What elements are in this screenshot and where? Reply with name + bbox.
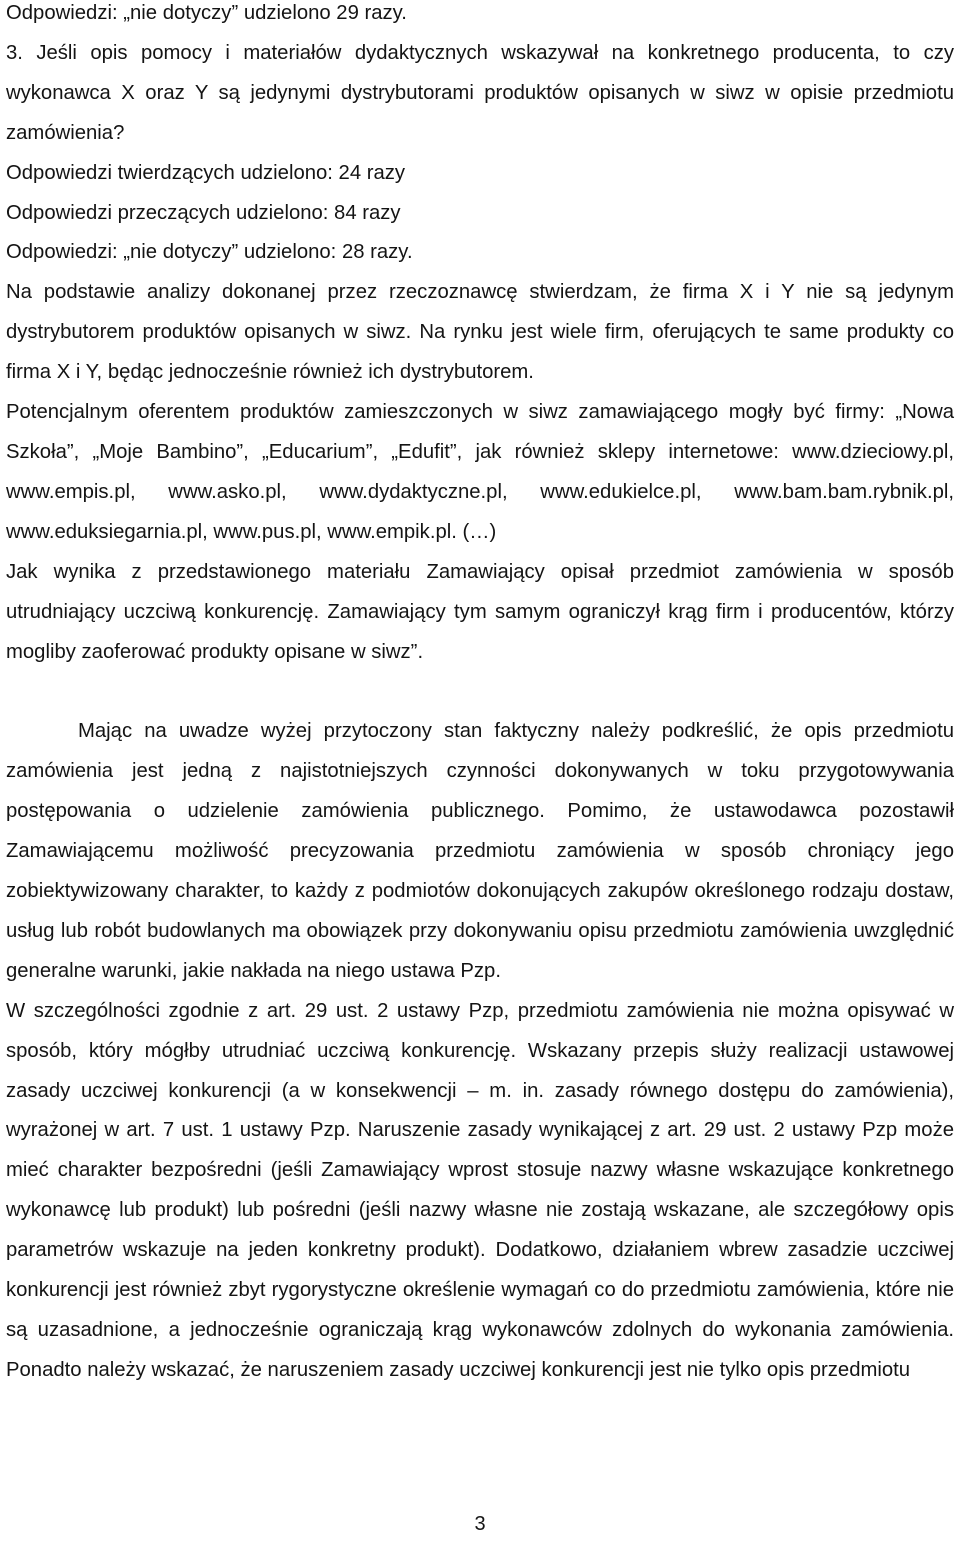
question-3: 3. Jeśli opis pomocy i materiałów dydaktycznych wskazywał na konkretnego producenta, to czy wykonawca X oraz Y są jedynymi dystrybutorami produktów opisanych w siwz w opisie przedmiotu zamówienia?	[6, 41, 954, 144]
body-paragraph-2: W szczególności zgodnie z art. 29 ust. 2 ustawy Pzp, przedmiotu zamówienia nie można opisywać w sposób, który mógłby utrudniać uczciwą konkurencję. Wskazany przepis służy realizacji ustawowej zasady uczciwej konkurencji (a w konsekwencji – m. in. zasady równego dostępu do zamówienia), wyrażonej w art. 7 ust. 1 ustawy Pzp. Naruszenie zasady wynikającej z art. 29 ust. 2 ustawy Pzp może mieć charakter bezpośredni (jeśli Zamawiający wprost stosuje nazwy własne wskazujące konkretnego wykonawcę lub produkt) lub pośredni (jeśli nazwy własne nie zostają wskazane, ale szczegółowy opis parametrów wskazuje na jeden konkretny produkt). Dodatkowo, działaniem wbrew zasadzie uczciwej konkurencji jest również zbyt rygorystyczne określenie wymagań co do przedmiotu zamówienia, które nie są uzasadnione, a jednocześnie ograniczają krąg wykonawców zdolnych do wykonania zamówienia. Ponadto należy wskazać, że naruszeniem zasady uczciwej konkurencji jest nie tylko opis przedmiotu	[6, 999, 954, 1381]
potential-bidders-paragraph: Potencjalnym oferentem produktów zamieszczonych w siwz zamawiającego mogły być firmy: „Nowa Szkoła”, „Moje Bambino”, „Educarium”, „Edufit”, jak również sklepy internetowe: www.dzieciowy.pl, www.empis.pl, www.asko.pl, www.dydaktyczne.pl, www.edukielce.pl, www.bam.bam.rybnik.pl, www.eduksiegarnia.pl, www.pus.pl, www.empik.pl. (…)	[6, 401, 954, 543]
answer-not-applicable-28: Odpowiedzi: „nie dotyczy” udzielono: 28 razy.	[6, 241, 413, 264]
page-number: 3	[474, 1513, 486, 1535]
document-page	[6, 0, 954, 1391]
answer-negative-count: Odpowiedzi przeczących udzielono: 84 razy	[6, 201, 401, 224]
paragraph-gap	[6, 672, 954, 712]
expert-analysis-paragraph: Na podstawie analizy dokonanej przez rzeczoznawcę stwierdzam, że firma X i Y nie są jedynym dystrybutorem produktów opisanych w siwz. Na rynku jest wiele firm, oferujących te same produkty co firma X i Y, będąc jednocześnie również ich dystrybutorem.	[6, 281, 954, 384]
conclusion-paragraph: Jak wynika z przedstawionego materiału Zamawiający opisał przedmiot zamówienia w sposób utrudniający uczciwą konkurencję. Zamawiający tym samym ograniczył krąg firm i producentów, którzy mogliby zaoferować produkty opisane w siwz”.	[6, 560, 954, 663]
body-paragraph-1: Mając na uwadze wyżej przytoczony stan faktyczny należy podkreślić, że opis przedmiotu zamówienia jest jedną z najistotniejszych czynności dokonywanych w toku przygotowywania postępowania o udzielenie zamówienia publicznego. Pomimo, że ustawodawca pozostawił Zamawiającemu możliwość precyzowania przedmiotu zamówienia w sposób chroniący jego zobiektywizowany charakter, to każdy z podmiotów dokonujących zakupów określonego rodzaju dostaw, usług lub robót budowlanych ma obowiązek przy dokonywaniu opisu przedmiotu zamówienia uwzględnić generalne warunki, jakie nakłada na niego ustawa Pzp.	[6, 720, 954, 982]
answer-not-applicable-29: Odpowiedzi: „nie dotyczy” udzielono 29 razy.	[6, 2, 407, 24]
answer-affirmative-count: Odpowiedzi twierdzących udzielono: 24 razy	[6, 161, 406, 184]
